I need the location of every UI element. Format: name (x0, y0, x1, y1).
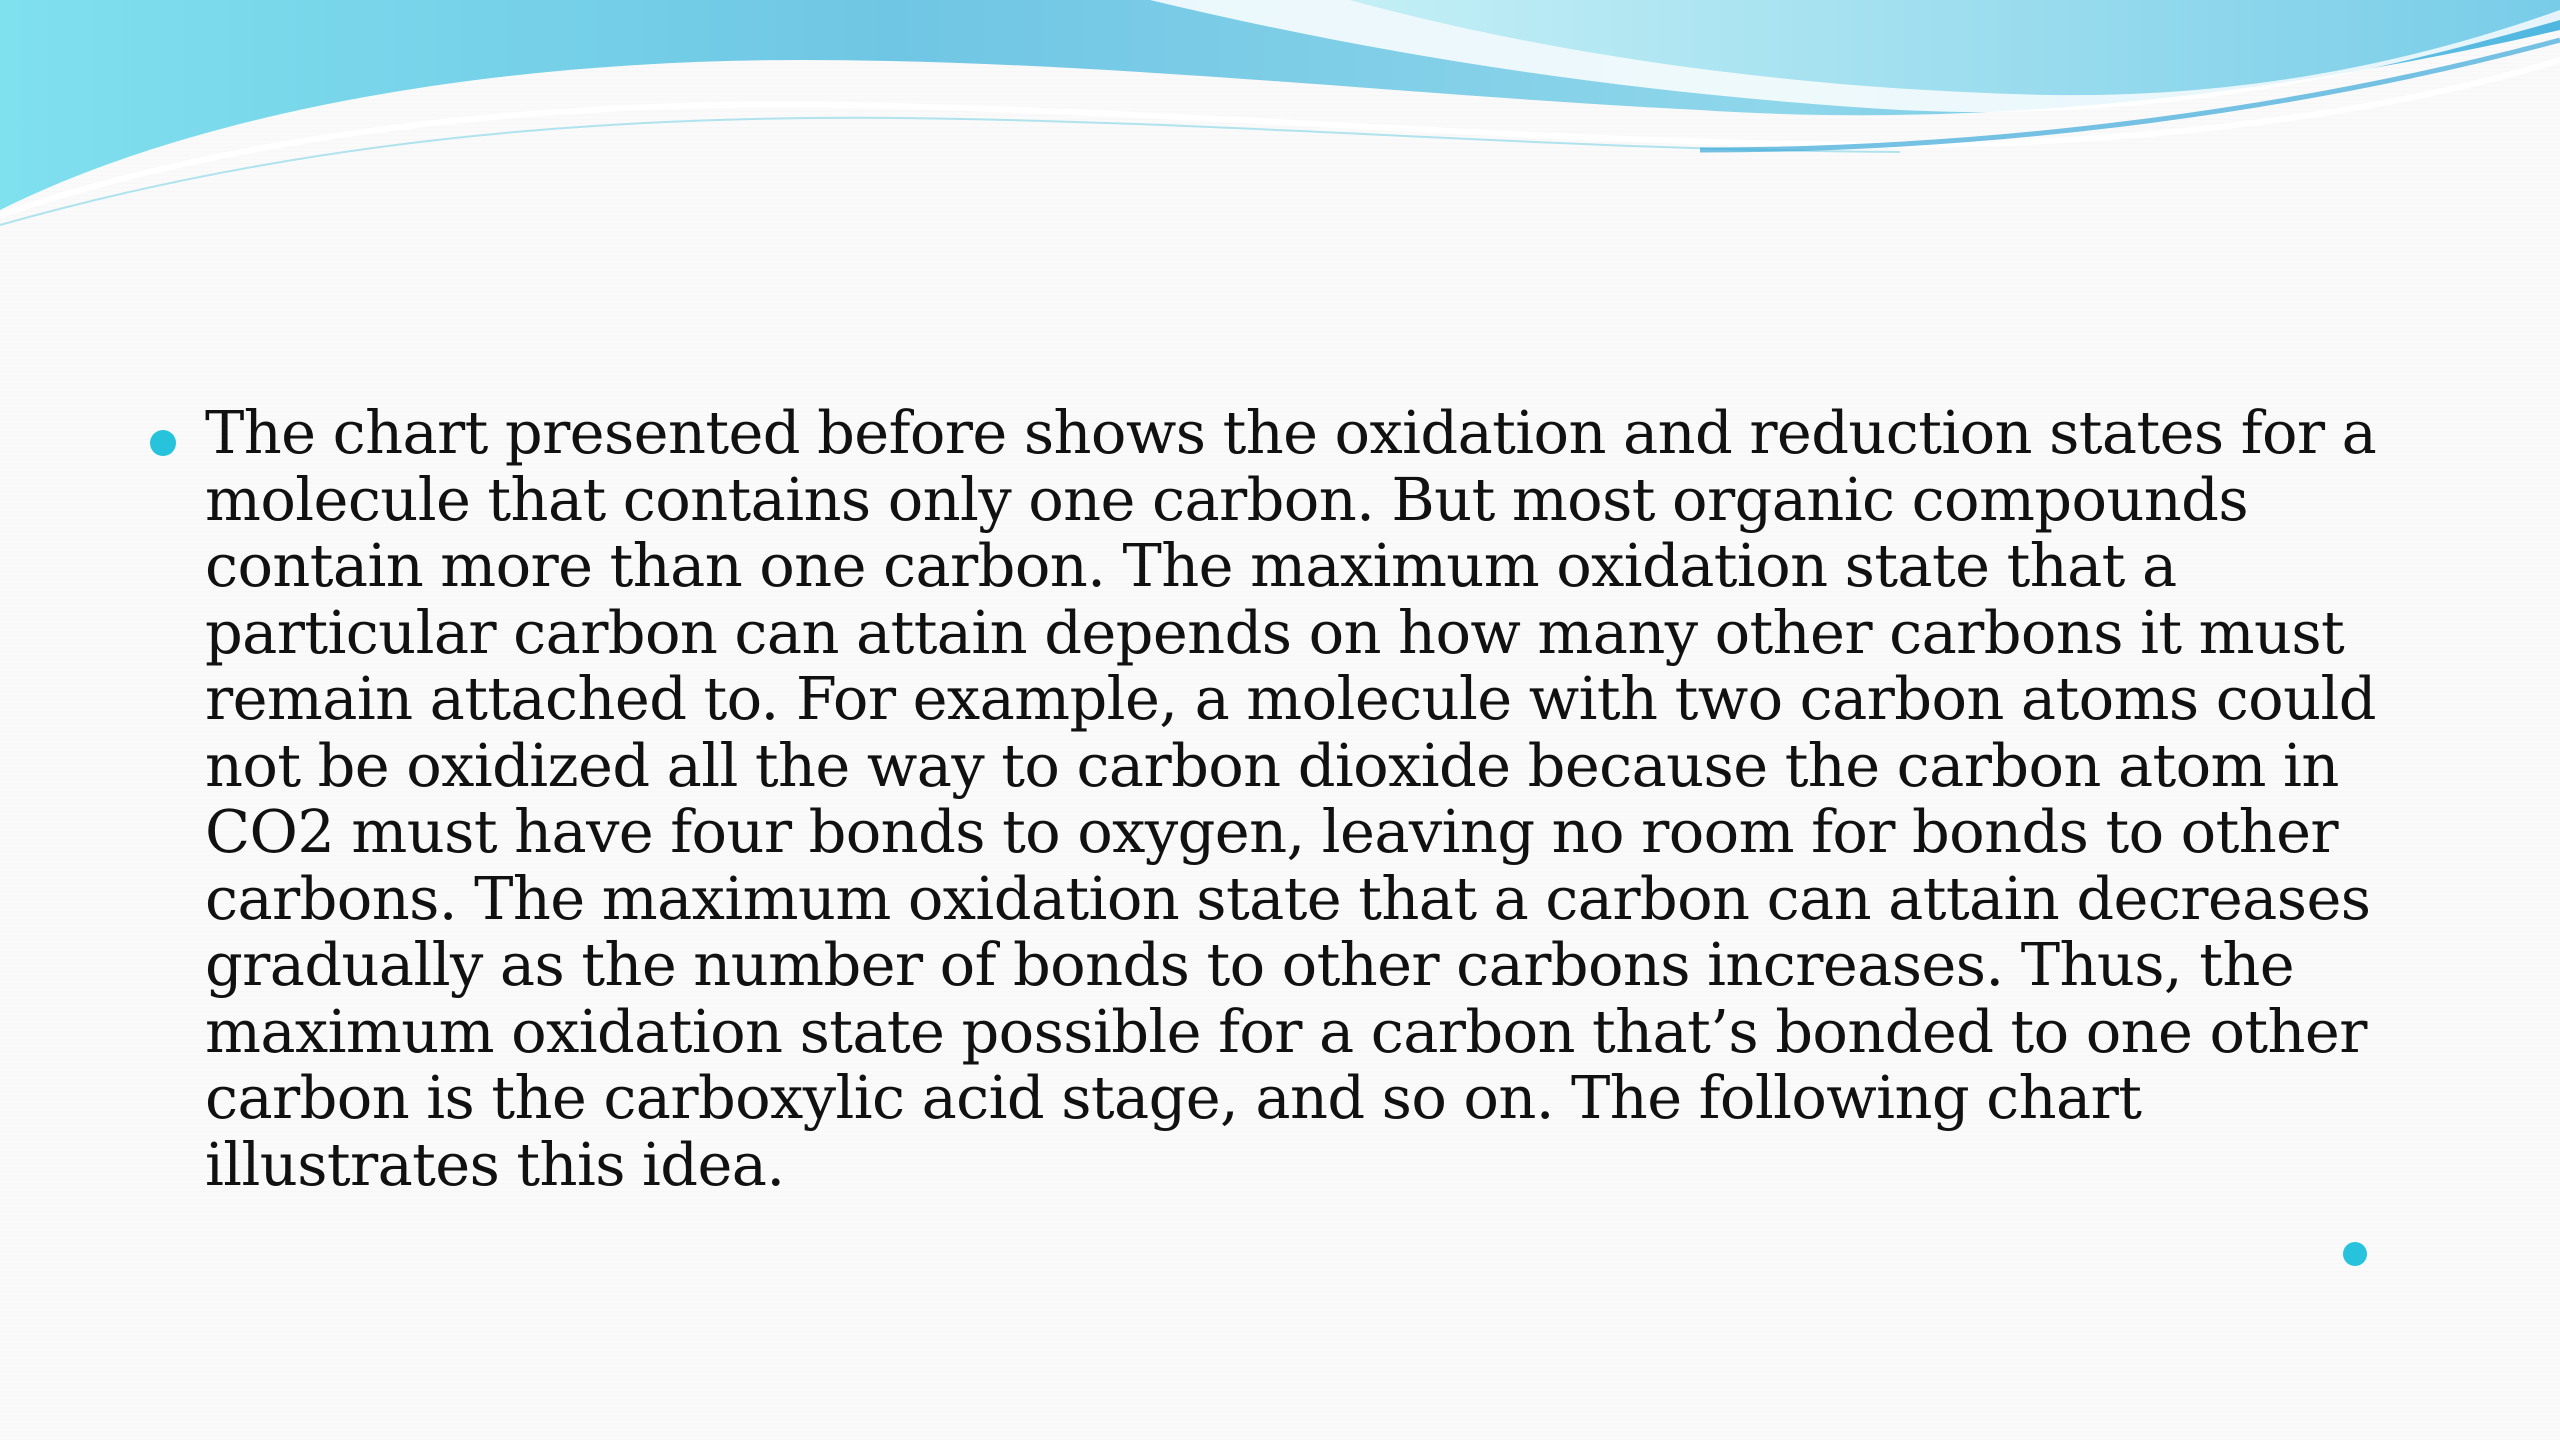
bullet-dot-icon (150, 430, 176, 456)
paragraph-line: The chart presented before shows the oxidation and reduction states for a (205, 398, 2377, 467)
bullet-paragraph (205, 400, 2450, 1198)
paragraph-line: contain more than one carbon. The maximum oxidation state that a (205, 531, 2177, 600)
empty-bullet-dot-icon (2343, 1242, 2367, 1266)
paragraph-line: remain attached to. For example, a molecule with two carbon atoms could (205, 664, 2376, 733)
bullet-item (150, 400, 2450, 1198)
paragraph-line: carbons. The maximum oxidation state that a carbon can attain decreases (205, 863, 2371, 933)
paragraph-line: not be oxidized all the way to carbon dioxide because the carbon atom in (205, 730, 2339, 800)
paragraph-line: maximum oxidation state possible for a carbon that’s bonded to one other (205, 996, 2367, 1066)
paragraph-line: CO2 must have four bonds to oxygen, leaving no room for bonds to other (205, 797, 2339, 866)
paragraph-line: molecule that contains only one carbon. But most organic compounds (205, 464, 2249, 534)
paragraph-line: illustrates this idea. (205, 1129, 785, 1199)
paragraph-line: gradually as the number of bonds to other carbons increases. Thus, the (205, 930, 2295, 999)
paragraph-line: carbon is the carboxylic acid stage, and so on. The following chart (205, 1063, 2142, 1132)
header-wave-decoration (0, 0, 2560, 240)
slide-content (150, 400, 2450, 1198)
paragraph-line: particular carbon can attain depends on how many other carbons it must (205, 597, 2345, 667)
